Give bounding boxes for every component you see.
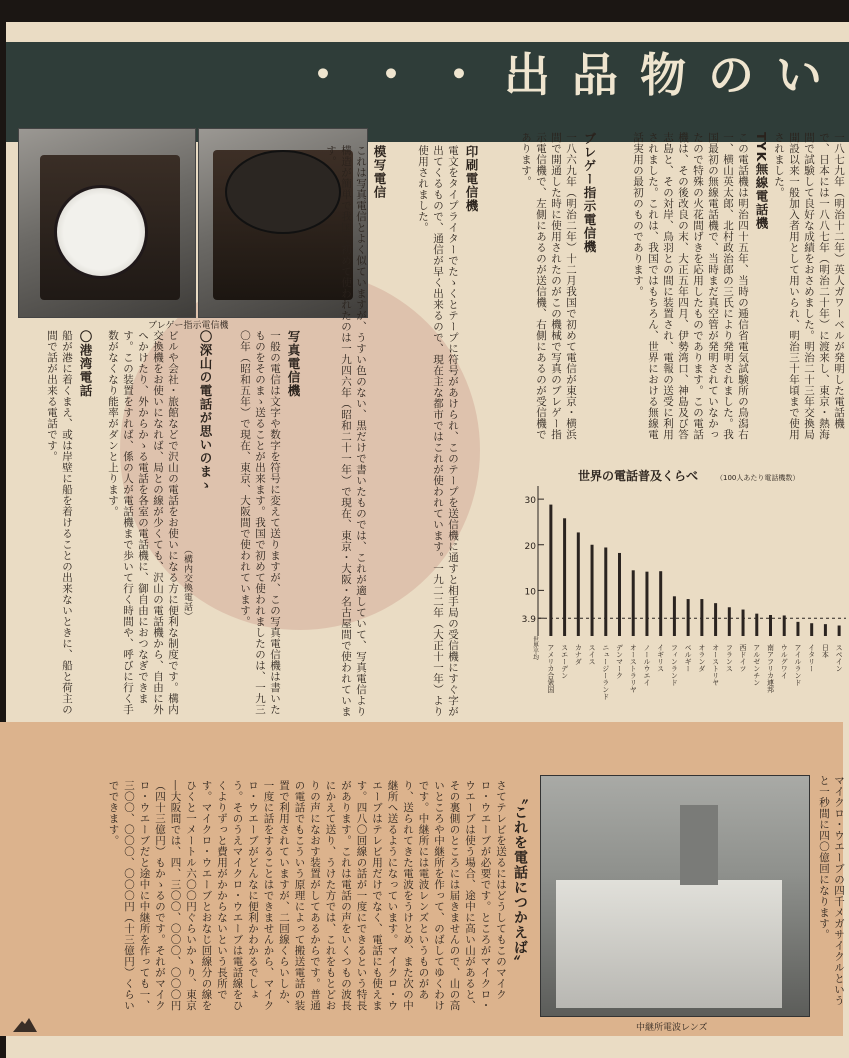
chart-bar <box>632 570 635 636</box>
breguet-body: 一八六九年（明治二年）十二月我国で初めて電信が東京・横浜間で開通した時に使用されたのがこの機械で写真のブレゲー指示電信機で、左側にあるのが送信機、右側にあるのが受信機であります。 <box>520 132 577 440</box>
category-label: ノールウエイ <box>642 644 651 686</box>
printing-heading: 印刷電信機 <box>464 145 479 213</box>
chart-bar <box>659 571 662 636</box>
breguet-heading: ブレゲー指示電信機 <box>582 132 597 254</box>
chart-bar <box>755 614 758 636</box>
category-label: スエーデン <box>560 644 569 679</box>
telephone-diffusion-chart <box>520 458 849 736</box>
intro-text: 一八七九年（明治十二年）英人ガワーベルが発明した電話機で、日本には一八八七年（明治二十年）に渡来し、東京・熱海間で試験して良好な成績をおさめました。明治二十三年交換局開設以来一般加入者用として用いられ、明治三十年頃まで使用されました。 <box>773 132 845 440</box>
category-label: フィンランド <box>670 644 679 686</box>
y-tick-label: 20 <box>524 541 536 552</box>
category-label: オーストラリヤ <box>629 644 638 693</box>
chart-bar <box>645 572 648 636</box>
category-label: スペイン <box>835 644 844 672</box>
category-label: スイス <box>588 644 597 665</box>
category-label: オランダ <box>697 644 706 672</box>
chart-bar <box>714 603 717 636</box>
category-label: イタリー <box>807 644 816 672</box>
chart-bar <box>549 505 552 636</box>
category-label: ニュージーランド <box>601 644 610 700</box>
chart-bar <box>577 532 580 636</box>
bottom-body: さてテレビを送るにはどうしてもこのマイクロ・ウエーブが必要です。ところがマイクロ・ウエーブは使う場合、途中に高い山があると、その裏側のところには届きませんので、山の高いところや中継所を作って、のばしてゆくわけです。中継所には電波レンズというものがあり、送られてきた電波をうけとめ、また次の中継所へ送るようになっています。マイクロ・ウエーブはテレビ用だけでなく、電話にも使えます。四八〇回線の話が一度にできるという特長があります。これは電話の声をいくつもの波長にかえて送り、うけた方では、これをもとどおりの声になおす装置がしてあるからです。普通の電話でもこういう原理によって搬送電話の装置で利用されていますが、二回線くらいしか、一度に話をすることはできませんから、マイクロ・ウエーブがどんなに便利かわかるでしょう。そのうえマイクロ・ウエーブは電話線をひくよりずっと費用がかからないという長所です。マイクロ・ウエーブとおなじ回線分の線をひくと一メートル六〇〇円ぐらいかゝり、東京―大阪間では、四、三〇〇、〇〇〇、〇〇〇円（四十三億円）もかゝるのです。それがマイクロ・ウエーブだと途中に中継所を作っても一、三〇〇、〇〇〇、〇〇〇円（十三億円）くらいでできます。 <box>107 780 507 1011</box>
chart-bar <box>591 545 594 636</box>
page-title: ・・・出品物のい <box>300 48 844 102</box>
tower-structure <box>680 805 718 885</box>
instrument-dial <box>54 185 148 279</box>
chart-subtitle: （100人あたり電話機数） <box>716 474 800 482</box>
chart-bar <box>728 607 731 636</box>
category-label: イギリス <box>656 644 665 672</box>
mountain-logo-icon <box>12 1015 38 1033</box>
chart-bar <box>824 624 827 636</box>
chart-bar <box>810 623 813 636</box>
chart-bar <box>769 615 772 636</box>
y-tick-label: 10 <box>524 587 536 598</box>
category-label: オーストリヤ <box>711 644 720 686</box>
chart-bar <box>742 610 745 636</box>
chart-bar <box>604 547 607 636</box>
y-tick-label: 30 <box>524 496 536 507</box>
photo-telegraph-heading: 写真電信機 <box>286 330 301 398</box>
category-label: アルゼンチン <box>752 644 761 686</box>
microwave-intro: マイクロ・ウエーブの四千メガサイクルというと一秒間に四〇億回になります。 <box>818 775 845 1006</box>
chart-bar <box>838 626 841 636</box>
chart-bar <box>700 599 703 636</box>
category-label: フランス <box>725 644 734 672</box>
chart-bar <box>687 599 690 636</box>
world-average-label: 世界平均 <box>531 636 539 661</box>
chart-bar <box>783 615 786 636</box>
photo-caption: ブレゲー指示電信機 <box>148 321 229 331</box>
tyk-heading: TYK無線電話機 <box>754 132 769 230</box>
photo-telegraph-body: 一般の電信は文字や数字を符号に変えて送りますが、この写真電信機は書いたものをそのまゝ送ることが出来ます。我国で初めて使われましたのは、一九三〇年（昭和五年）で現在、東京、大阪間で使われています。 <box>239 330 281 715</box>
fukayama-body: ビルや会社・旅館などで沢山の電話をお使いになる方に便利な制度です。構内交換機をお使いになれば、局との線が少くても、沢山の電話機から、自由に外へかけたり、外からかゝる電話を各室の電話機に、御自由におつなぎできます。この装置をすれば、係の人が電話機まで歩いて行く時間や、呼びに行く手数がなくなり能率がダンと上ります。 <box>107 330 179 715</box>
chart-title: 世界の電話普及くらべ <box>578 469 699 483</box>
printing-body: 電文をタイプライターでたゝくとテープに符号があけられ、このテープを送信機に通すと相手局の受信機にすぐ字が出てくるもので、通信が早く出来るので、現在主な都市ではこれが使われています。一九二二年（大正十一年）より使用されました。 <box>417 145 459 717</box>
y-tick-label: 3.9 <box>521 615 536 626</box>
category-label: 西ドイツ <box>739 644 748 672</box>
category-label: ベルギー <box>684 644 693 672</box>
category-label: 日本 <box>821 644 830 658</box>
chart-bar <box>673 596 676 636</box>
category-label: ウルグワイ <box>780 644 789 679</box>
category-label: カナダ <box>574 644 583 665</box>
chart-bar <box>563 518 566 636</box>
bottom-heading: 〝これを電話につかえば〟 <box>512 790 528 970</box>
category-label: アメリカ合衆国 <box>546 644 555 693</box>
relay-building <box>556 880 782 1008</box>
category-label: アイルランド <box>793 644 802 686</box>
tyk-body: この電話機は明治四十五年、当時の逓信省電気試験所の鳥潟右一、横山英太郎、北村政治郎の三氏により発明されました。我国最初の無線電話機で、当時まだ真空管が発明されていなかったので特殊の火花間げきを応用したものであります。この電話機は、その後改良の末、大正五年四月、伊勢湾口、神島及び答志島と、その対岸、鳥羽との間に装置され、電報の送受に利用されました。これは、我国ではもちろん、世界における無線電話実用の最初のものであります。 <box>632 132 749 440</box>
chart-bar <box>796 622 799 636</box>
facsimile-body: これは写真電信とよく似ていますが、うすい色のない、黒だけで書いたものでは、これが適していて、写真電信より構造が簡単で我国で初めて使われたのは一九四六年（昭和二十一年）で現在、東京・大阪・名古屋間で使われています。 <box>325 145 367 717</box>
harbor-body: 船が港に着くまえ、或は岸壁に船を着けることの出来ないときに、船と荷主の間で話が出来る電話です。 <box>46 330 73 715</box>
category-label: デンマーク <box>615 644 624 679</box>
fukayama-heading: 〇深山の電話が思いのまゝ <box>198 330 213 492</box>
tower-caption: 中継所電波レンズ <box>636 1023 708 1033</box>
chart-bar <box>618 553 621 636</box>
facsimile-heading: 模写電信 <box>372 145 387 199</box>
fukayama-sub: （構内交換電話） <box>182 545 192 621</box>
category-label: 南アフリカ連邦 <box>766 644 775 693</box>
harbor-heading: 〇港湾電話 <box>78 330 93 398</box>
